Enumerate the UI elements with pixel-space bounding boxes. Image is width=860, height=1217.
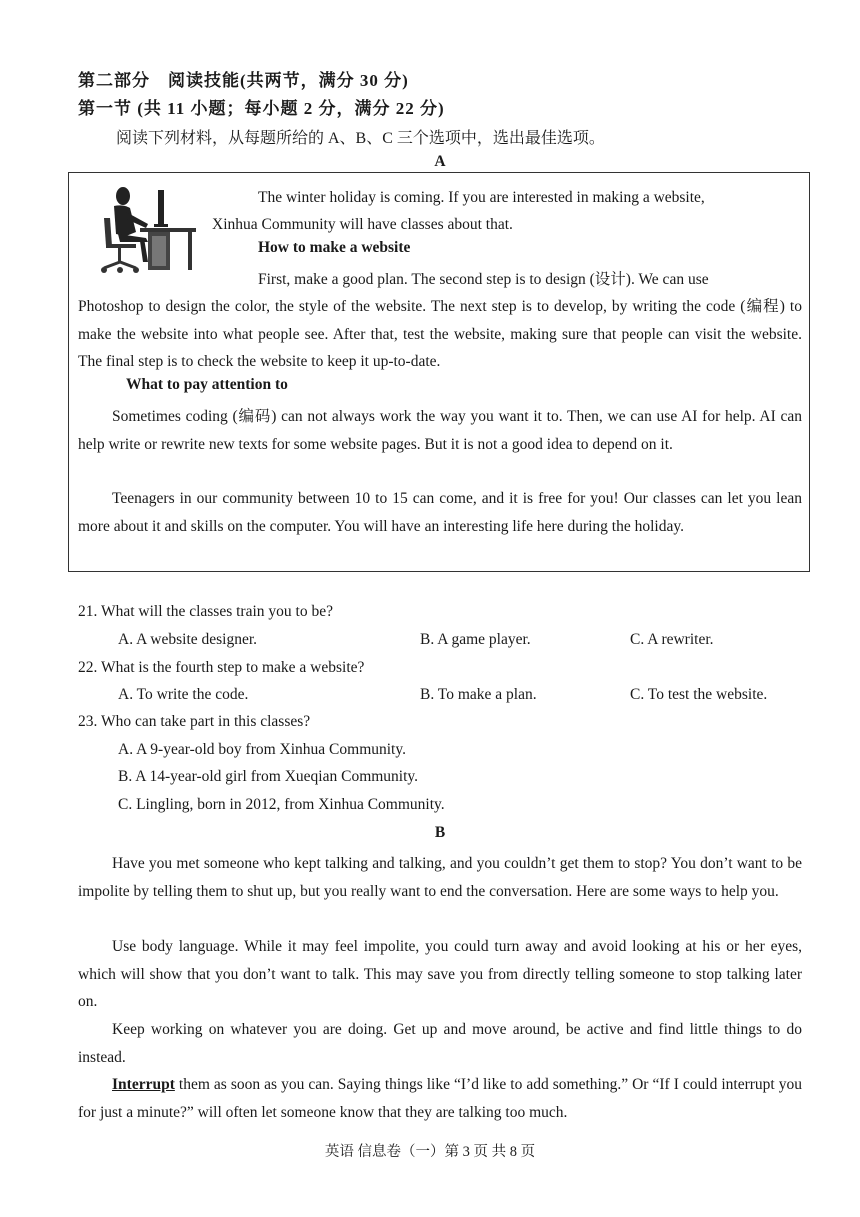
question-22-stem: 22. What is the fourth step to make a website? <box>78 659 365 676</box>
question-21-option-b: B. A game player. <box>420 631 531 648</box>
question-22-option-c: C. To test the website. <box>630 686 768 703</box>
question-22-option-b: B. To make a plan. <box>420 686 537 703</box>
passage-a-label: A <box>434 153 446 170</box>
passage-b-label: B <box>434 824 446 841</box>
passage-a-para-1-rest: Photoshop to design the color, the style of the website. The next step is to develop, by writing the code (编程) to make the website into what people see. After that, test the website, making sure that people can visit the website. The final step is to check the website to keep it up-to-date. <box>78 298 802 370</box>
question-21-stem: 21. What will the classes train you to be? <box>78 603 333 620</box>
passage-a-subheading-how: How to make a website <box>258 239 411 256</box>
interrupt-keyword: Interrupt <box>112 1076 175 1093</box>
question-23-stem: 23. Who can take part in this classes? <box>78 713 311 730</box>
page-footer: 英语 信息卷（一）第 3 页 共 8 页 <box>324 1144 536 1160</box>
passage-a-para-1-first-line: First, make a good plan. The second step is to design (设计). We can use <box>258 271 709 288</box>
passage-a-para-2: Sometimes coding (编码) can not always work the way you want it to. Then, we can use AI for help. AI can help write or rewrite new texts for some website pages. But it is not a good idea to depend on it. <box>78 408 802 453</box>
question-23-option-a: A. A 9-year-old boy from Xinhua Community. <box>118 741 406 758</box>
passage-a-subheading-attention: What to pay attention to <box>126 376 288 393</box>
passage-b-para-4 <box>78 1071 802 1126</box>
part-title: 第二部分 阅读技能(共两节，满分 30 分) <box>78 71 409 90</box>
question-21-option-a: A. A website designer. <box>118 631 258 648</box>
instruction: 阅读下列材料，从每题所给的 A、B、C 三个选项中，选出最佳选项。 <box>116 130 605 147</box>
passage-b-para-1: Have you met someone who kept talking and talking, and you couldn’t get them to stop? You don’t want to be impolite by telling them to shut up, but you really want to end the conversation. Here are some ways to help you. <box>78 855 802 900</box>
passage-a-intro-line-2: Xinhua Community will have classes about that. <box>212 216 513 233</box>
question-23-option-b: B. A 14-year-old girl from Xueqian Community. <box>118 768 419 785</box>
passage-b-para-3: Keep working on whatever you are doing. Get up and move around, be active and find little things to do instead. <box>78 1021 802 1066</box>
passage-a-intro-line-1: The winter holiday is coming. If you are interested in making a website, <box>258 189 705 206</box>
passage-a-para-3: Teenagers in our community between 10 to 15 can come, and it is free for you! Our classes can let you lean more about it and skills on the computer. You will have an interesting life here during the holiday. <box>78 490 802 535</box>
person-at-computer-icon <box>96 184 200 276</box>
question-21-option-c: C. A rewriter. <box>630 631 714 648</box>
question-23-option-c: C. Lingling, born in 2012, from Xinhua Community. <box>118 796 445 813</box>
passage-b-para-2: Use body language. While it may feel impolite, you could turn away and avoid looking at his or her eyes, which will show that you don’t want to talk. This may save you from directly telling someone to stop talking later on. <box>78 938 802 1010</box>
passage-b-para-4-text: them as soon as you can. Saying things like “I’d like to add something.” Or “If I could interrupt you for just a minute?” will often let someone know that they are talking too much. <box>78 1076 802 1121</box>
section-title: 第一节 (共 11 小题；每小题 2 分，满分 22 分) <box>78 99 445 118</box>
question-22-option-a: A. To write the code. <box>118 686 249 703</box>
